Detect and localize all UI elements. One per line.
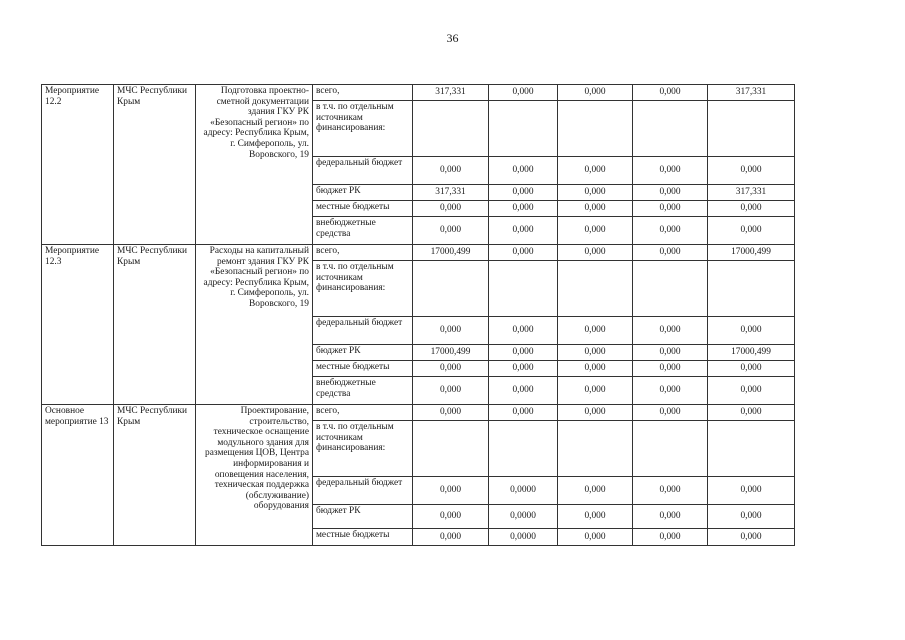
funding-source: федеральный бюджет — [313, 157, 413, 185]
funding-value: 0,000 — [558, 361, 633, 377]
funding-value: 0,000 — [633, 377, 708, 405]
funding-value: 0,000 — [708, 201, 795, 217]
funding-value: 317,331 — [413, 85, 489, 101]
funding-value: 0,000 — [633, 157, 708, 185]
funding-value — [633, 101, 708, 157]
funding-value: 0,000 — [413, 361, 489, 377]
funding-value: 0,000 — [708, 505, 795, 529]
funding-value: 317,331 — [708, 185, 795, 201]
funding-value — [558, 101, 633, 157]
funding-value — [413, 101, 489, 157]
funding-value: 0,000 — [558, 317, 633, 345]
funding-value — [708, 421, 795, 477]
funding-source: в т.ч. по отдельным источникам финансирования: — [313, 261, 413, 317]
funding-value: 0,000 — [413, 405, 489, 421]
funding-value: 0,000 — [633, 85, 708, 101]
table-row — [42, 85, 795, 101]
budget-table-body — [42, 85, 795, 546]
funding-value: 0,000 — [413, 505, 489, 529]
funding-source: всего, — [313, 85, 413, 101]
funding-source: бюджет РК — [313, 505, 413, 529]
funding-source: федеральный бюджет — [313, 317, 413, 345]
funding-source: всего, — [313, 245, 413, 261]
funding-value — [633, 421, 708, 477]
funding-value: 0,000 — [413, 477, 489, 505]
funding-value: 0,000 — [558, 245, 633, 261]
funding-value: 0,000 — [489, 361, 558, 377]
funding-value: 0,000 — [489, 345, 558, 361]
measure-name: Мероприятие 12.2 — [42, 85, 114, 245]
funding-value: 0,000 — [489, 201, 558, 217]
funding-value: 0,000 — [558, 217, 633, 245]
funding-value: 0,000 — [489, 217, 558, 245]
measure-name: Основное мероприятие 13 — [42, 405, 114, 546]
funding-value: 0,000 — [633, 477, 708, 505]
funding-value: 0,000 — [558, 157, 633, 185]
funding-source: местные бюджеты — [313, 361, 413, 377]
funding-value: 0,000 — [633, 505, 708, 529]
funding-value: 0,000 — [558, 85, 633, 101]
funding-value: 0,000 — [489, 405, 558, 421]
measure-description: Проектирование, строительство, техническое оснащение модульного здания для размещения ЦОВ, Центра информирования и оповещения населения, техническая поддержка (обслуживание) оборудования — [196, 405, 313, 546]
funding-value — [633, 261, 708, 317]
funding-value: 0,000 — [708, 317, 795, 345]
funding-source: в т.ч. по отдельным источникам финансирования: — [313, 101, 413, 157]
funding-source: внебюджетные средства — [313, 217, 413, 245]
funding-value: 0,000 — [633, 245, 708, 261]
funding-source: всего, — [313, 405, 413, 421]
funding-value: 0,000 — [633, 185, 708, 201]
funding-value: 0,000 — [633, 345, 708, 361]
funding-value: 0,000 — [708, 477, 795, 505]
funding-value: 0,000 — [633, 361, 708, 377]
funding-value: 0,000 — [558, 405, 633, 421]
funding-value: 0,0000 — [489, 529, 558, 546]
measure-description: Подготовка проектно-сметной документации здания ГКУ РК «Безопасный регион» по адресу: Республика Крым, г. Симферополь, ул. Воровского, 19 — [196, 85, 313, 245]
funding-value: 17000,499 — [708, 245, 795, 261]
funding-source: федеральный бюджет — [313, 477, 413, 505]
funding-value: 0,000 — [708, 361, 795, 377]
funding-value: 0,000 — [489, 377, 558, 405]
measure-description: Расходы на капитальный ремонт здания ГКУ РК «Безопасный регион» по адресу: Республика Крым, г. Симферополь, ул. Воровского, 19 — [196, 245, 313, 405]
funding-value: 0,000 — [558, 201, 633, 217]
funding-value: 0,000 — [708, 529, 795, 546]
funding-value: 17000,499 — [413, 245, 489, 261]
measure-executor: МЧС Республики Крым — [114, 245, 196, 405]
funding-value: 0,000 — [558, 529, 633, 546]
funding-value: 317,331 — [708, 85, 795, 101]
measure-executor: МЧС Республики Крым — [114, 405, 196, 546]
funding-value: 0,000 — [558, 505, 633, 529]
funding-value: 0,000 — [413, 201, 489, 217]
funding-value: 0,000 — [489, 185, 558, 201]
funding-value: 0,000 — [708, 157, 795, 185]
funding-value: 0,000 — [633, 317, 708, 345]
funding-value: 0,000 — [489, 85, 558, 101]
funding-value — [558, 421, 633, 477]
funding-value: 17000,499 — [708, 345, 795, 361]
funding-value — [708, 101, 795, 157]
funding-value: 0,000 — [633, 405, 708, 421]
funding-value: 0,000 — [558, 185, 633, 201]
funding-value — [413, 261, 489, 317]
funding-value: 0,000 — [489, 245, 558, 261]
funding-value: 0,000 — [708, 217, 795, 245]
funding-value: 0,000 — [558, 477, 633, 505]
funding-value: 317,331 — [413, 185, 489, 201]
page-number: 36 — [446, 31, 459, 45]
measure-name: Мероприятие 12.3 — [42, 245, 114, 405]
table-row — [42, 405, 795, 421]
funding-value — [489, 421, 558, 477]
funding-source: местные бюджеты — [313, 201, 413, 217]
funding-value: 0,000 — [413, 529, 489, 546]
budget-table — [41, 84, 795, 546]
funding-source: местные бюджеты — [313, 529, 413, 546]
funding-value — [708, 261, 795, 317]
funding-value: 0,000 — [633, 529, 708, 546]
funding-value — [489, 101, 558, 157]
funding-source: бюджет РК — [313, 185, 413, 201]
funding-value: 0,000 — [558, 345, 633, 361]
measure-executor: МЧС Республики Крым — [114, 85, 196, 245]
funding-value — [489, 261, 558, 317]
funding-value: 0,000 — [708, 377, 795, 405]
funding-value: 17000,499 — [413, 345, 489, 361]
funding-source: бюджет РК — [313, 345, 413, 361]
funding-source: в т.ч. по отдельным источникам финансирования: — [313, 421, 413, 477]
funding-value: 0,0000 — [489, 505, 558, 529]
funding-value: 0,000 — [413, 157, 489, 185]
table-row — [42, 245, 795, 261]
funding-value: 0,000 — [413, 217, 489, 245]
funding-value: 0,000 — [413, 317, 489, 345]
funding-value: 0,000 — [633, 201, 708, 217]
funding-value: 0,000 — [489, 317, 558, 345]
funding-value: 0,0000 — [489, 477, 558, 505]
funding-value: 0,000 — [558, 377, 633, 405]
funding-value: 0,000 — [633, 217, 708, 245]
funding-value — [558, 261, 633, 317]
funding-value — [413, 421, 489, 477]
funding-value: 0,000 — [489, 157, 558, 185]
funding-value: 0,000 — [413, 377, 489, 405]
funding-value: 0,000 — [708, 405, 795, 421]
funding-source: внебюджетные средства — [313, 377, 413, 405]
